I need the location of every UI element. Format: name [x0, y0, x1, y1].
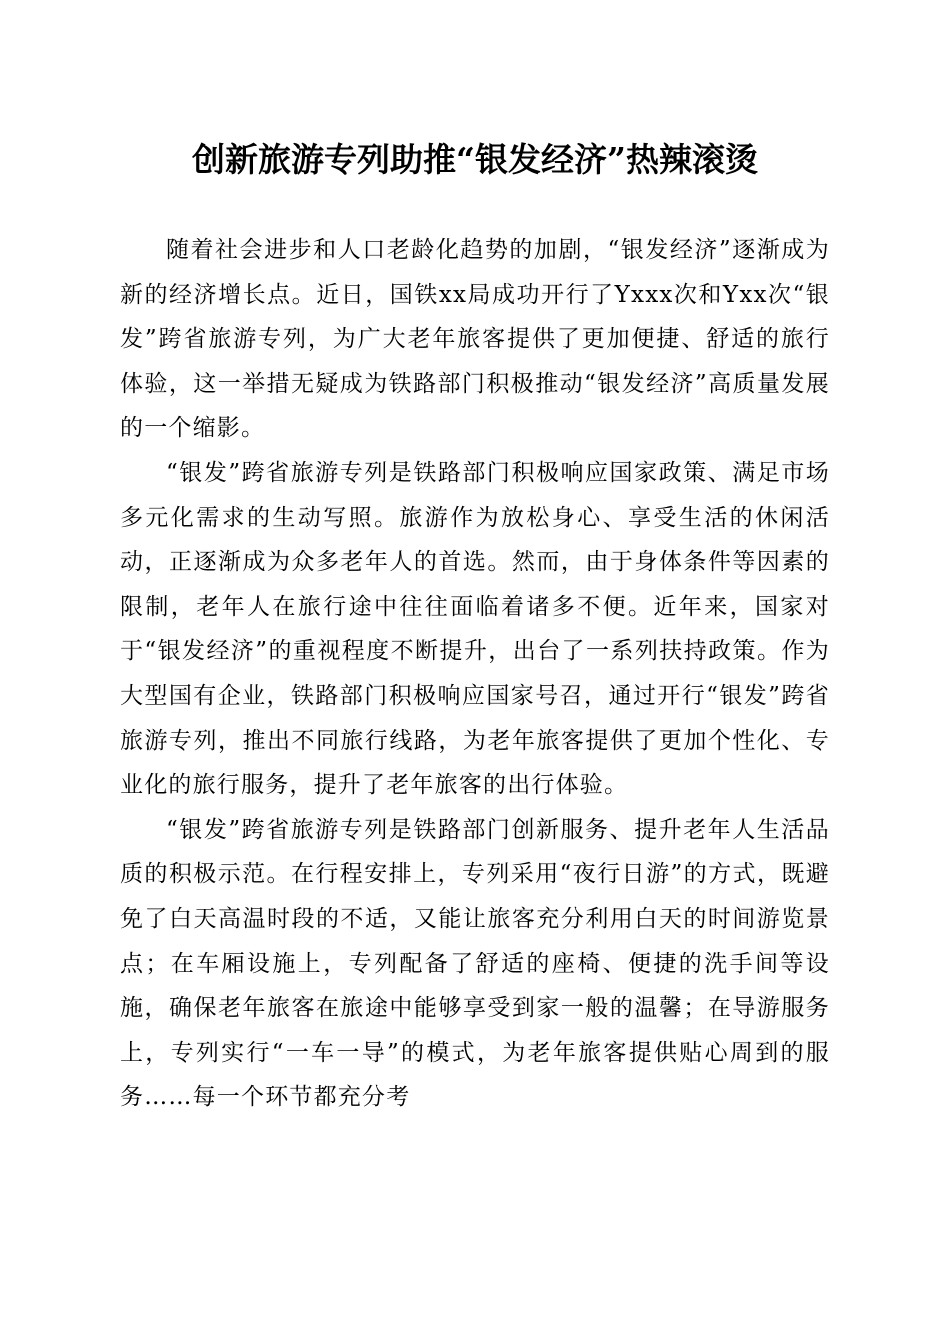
document-body [120, 228, 830, 1120]
document-title: 创新旅游专列助推“银发经济”热辣滚烫 [192, 140, 758, 179]
paragraph-3: “银发”跨省旅游专列是铁路部门创新服务、提升老年人生活品质的积极示范。在行程安排上，专列采用“夜行日游”的方式，既避免了白天高温时段的不适，又能让旅客充分利用白天的时间游览景点；在车厢设施上，专列配备了舒适的座椅、便捷的洗手间等设施，确保老年旅客在旅途中能够享受到家一般的温馨；在导游服务上，专列实行“一车一导”的模式，为老年旅客提供贴心周到的服务……每一个环节都充分考 [120, 816, 830, 1111]
paragraph-2: “银发”跨省旅游专列是铁路部门积极响应国家政策、满足市场多元化需求的生动写照。旅游作为放松身心、享受生活的休闲活动，正逐渐成为众多老年人的首选。然而，由于身体条件等因素的限制，老年人在旅行途中往往面临着诸多不便。近年来，国家对于“银发经济”的重视程度不断提升，出台了一系列扶持政策。作为大型国有企业，铁路部门积极响应国家号召，通过开行“银发”跨省旅游专列，推出不同旅行线路，为老年旅客提供了更加个性化、专业化的旅行服务，提升了老年旅客的出行体验。 [120, 459, 830, 799]
paragraph-1: 随着社会进步和人口老龄化趋势的加剧，“银发经济”逐渐成为新的经济增长点。近日，国铁xx局成功开行了Yxxx次和Yxx次“银发”跨省旅游专列，为广大老年旅客提供了更加便捷、舒适的旅行体验，这一举措无疑成为铁路部门积极推动“银发经济”高质量发展的一个缩影。 [120, 237, 830, 442]
